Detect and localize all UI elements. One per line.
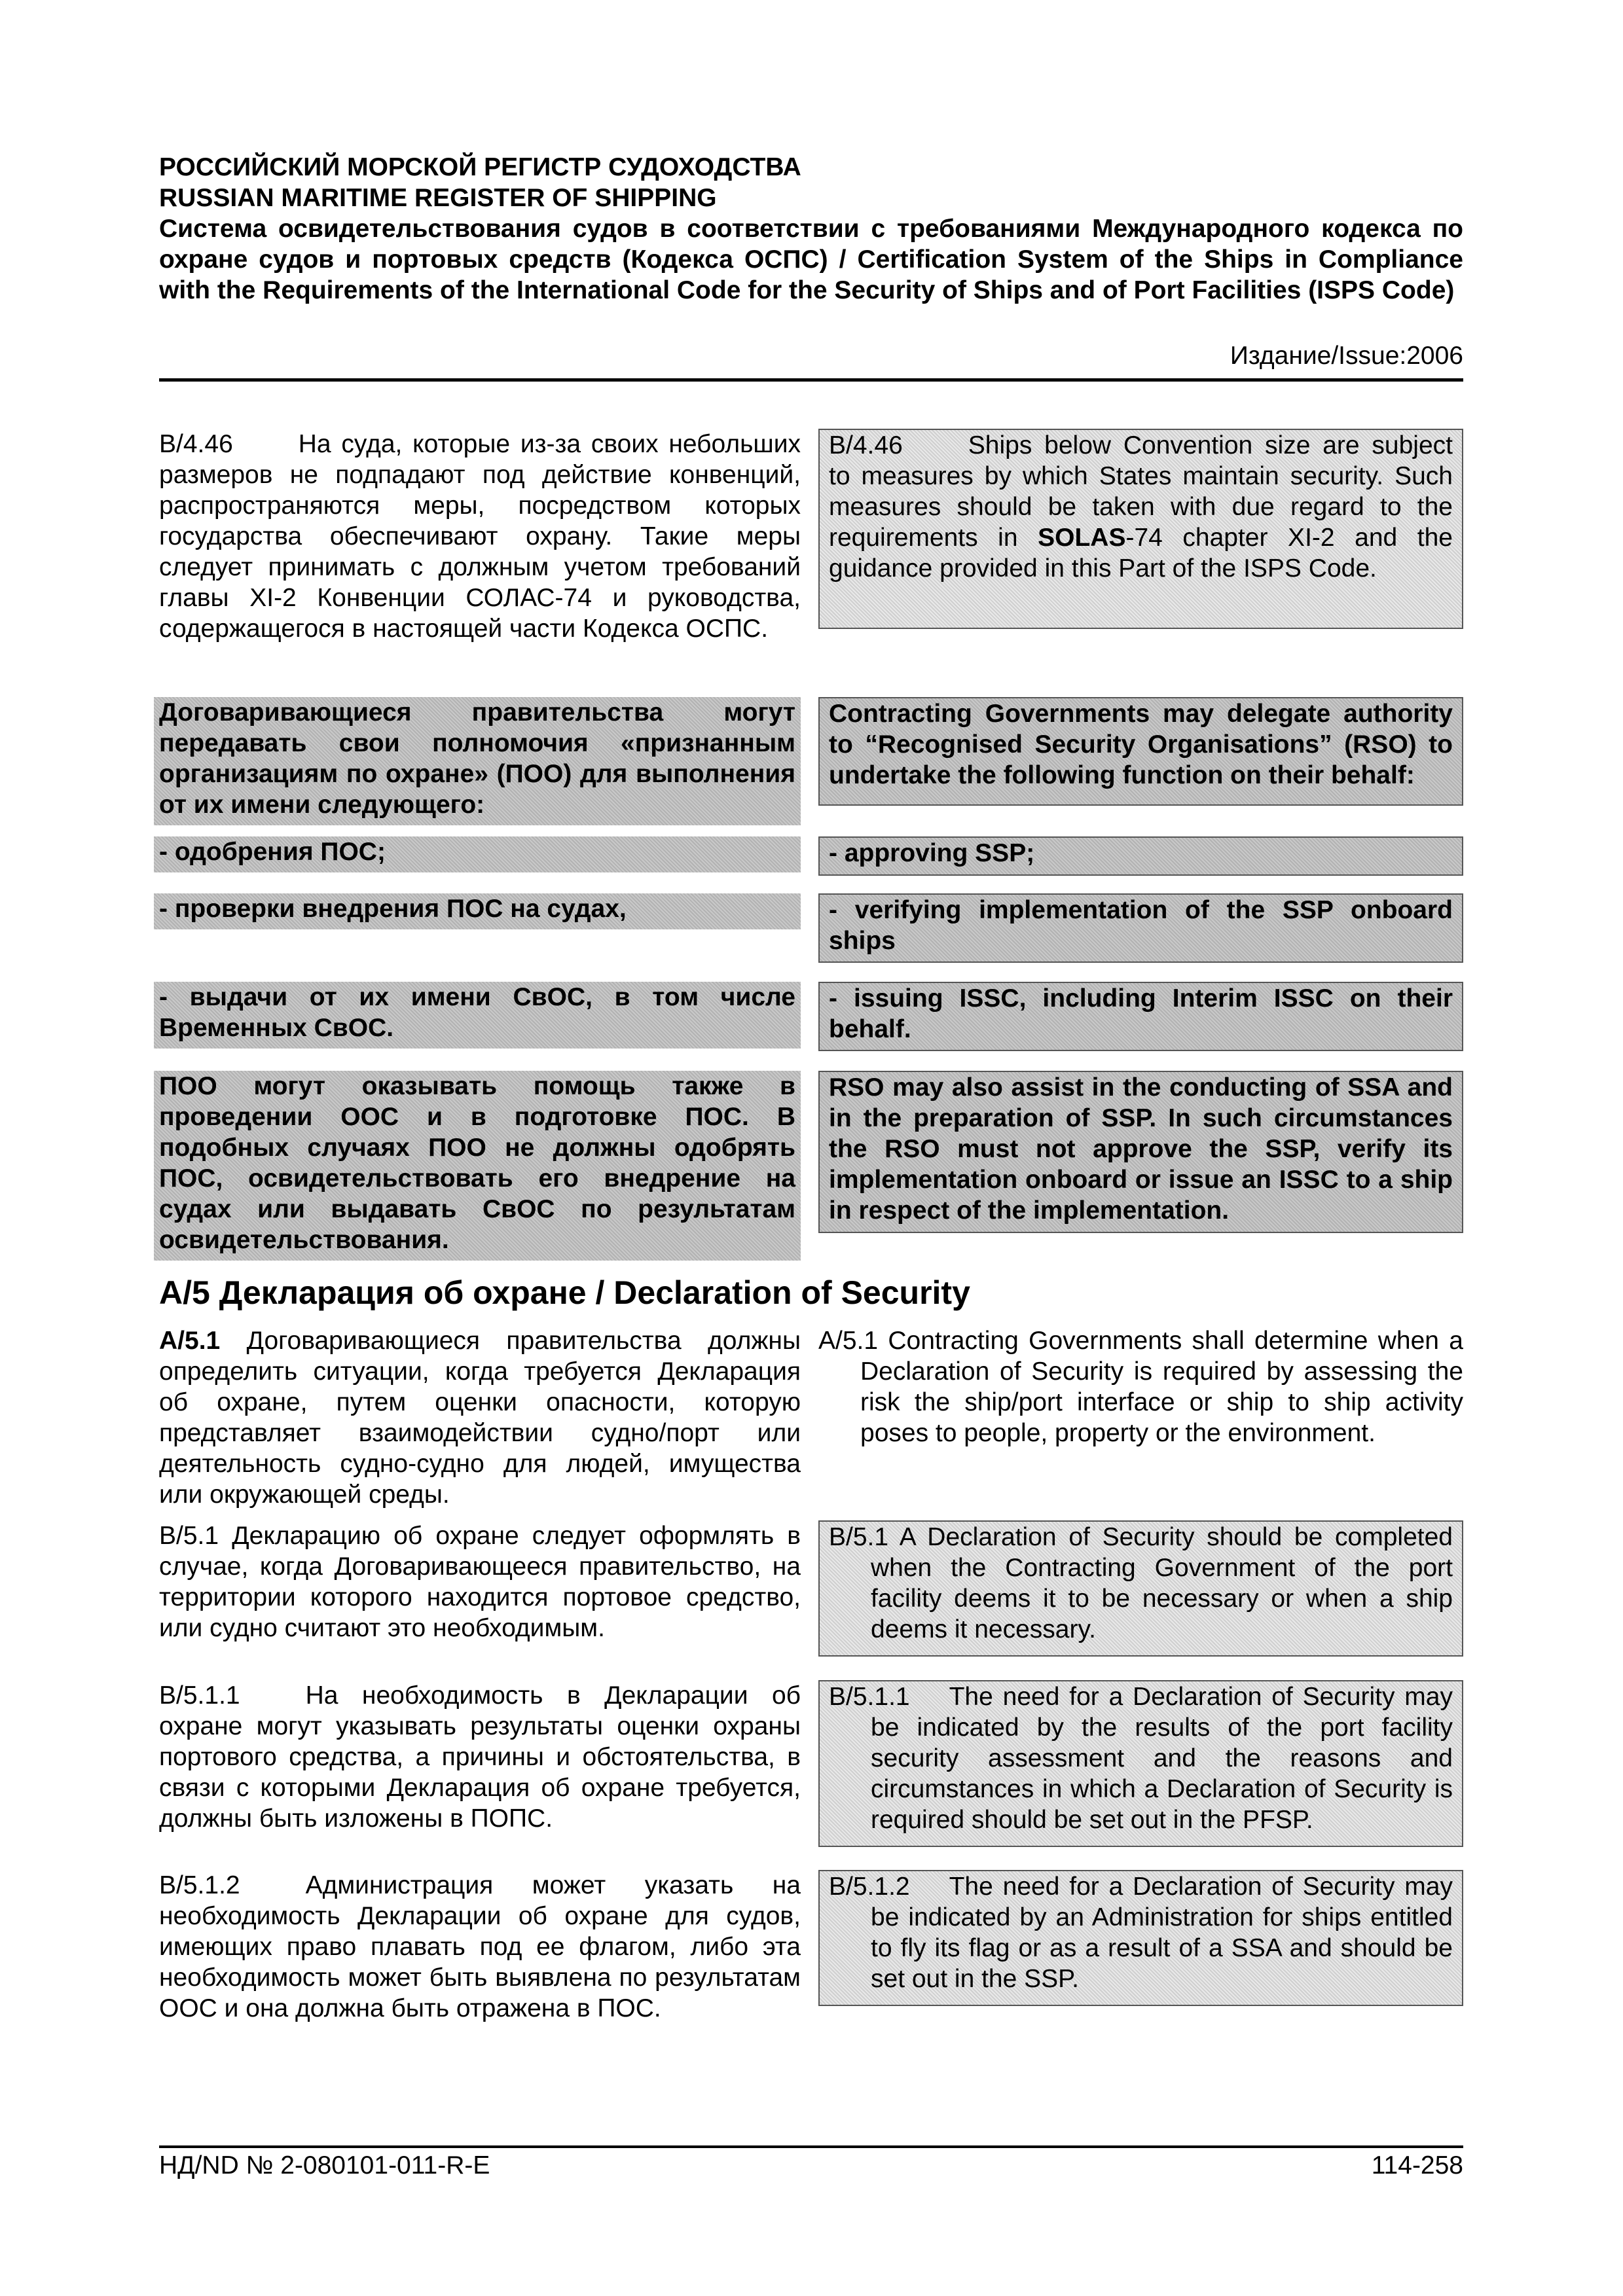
org-name-en: RUSSIAN MARITIME REGISTER OF SHIPPING: [159, 184, 717, 212]
b51-ru-number: B/5.1: [159, 1522, 219, 1550]
b51-en-text: A Declaration of Security should be completed when the Contracting Government of the port facility deems it to be necessary or when a ship deems it necessary.: [871, 1523, 1453, 1643]
b51-ru-paragraph: [159, 1520, 801, 1643]
b446-en-text-a: Ships below Convention size are subject to measures by which States maintain security. Such measures should be taken with due regard to the requirements in: [829, 431, 1453, 552]
b511-ru-number: B/5.1.1: [159, 1681, 240, 1710]
b446-ru-text: На суда, которые из-за своих небольших размеров не подпадают под действие конвенций, распространяются меры, посредством которых государства обеспечивают охрану. Такие меры следует принимать с должным учетом требований главы XI-2 Конвенции СОЛАС-74 и руководства, содержащегося в настоящей части Кодекса ОСПС.: [159, 430, 801, 643]
b51-en-box: [818, 1520, 1463, 1657]
rso-item1-en: - approving SSP;: [818, 836, 1463, 876]
b512-ru-text: Администрация может указать на необходимость Декларации об охране для судов, имеющих право плавать под ее флагом, либо эта необходимость может быть выявлена по результатам ООС и она должна быть отражена в ПОС.: [159, 1871, 801, 2022]
b446-en-text-b: -74 chapter XI-2 and the guidance provided in this Part of the ISPS Code.: [829, 524, 1453, 583]
rso-intro-ru: Договаривающиеся правительства могут передавать свои полномочия «признанным организациям по охране» (ПОО) для выполнения от их имени следующего:: [154, 697, 801, 825]
b446-ru-paragraph: [159, 429, 801, 644]
b511-ru-paragraph: [159, 1680, 801, 1834]
b51-ru-text: Декларацию об охране следует оформлять в случае, когда Договаривающееся правительство, на территории которого находится портовое средство, или судно считают это необходимым.: [159, 1522, 801, 1642]
a51-ru-text: Договаривающиеся правительства должны определить ситуации, когда требуется Декларация об охране, путем оценки опасности, которую представляет взаимодействии судно/порт или деятельность судно-судно для людей, имущества или окружающей среды.: [159, 1327, 801, 1509]
a51-en-text: Contracting Governments shall determine when a Declaration of Security is required by assessing the risk the ship/port interface or ship to ship activity poses to people, property or the environment.: [860, 1327, 1463, 1447]
a51-ru-paragraph: [159, 1325, 801, 1510]
rso-assist-en: RSO may also assist in the conducting of SSA and in the preparation of SSP. In such circumstances the RSO must not approve the SSP, verify its implementation onboard or issue an ISSC to a ship in respect of the implementation.: [818, 1071, 1463, 1233]
a51-ru-number: A/5.1: [159, 1327, 221, 1355]
b512-en-text: The need for a Declaration of Security may be indicated by an Administration for ships entitled to fly its flag or as a result of a SSA and should be set out in the SSP.: [871, 1873, 1453, 1993]
b446-en-solas: SOLAS: [1038, 524, 1126, 552]
b512-en-box: [818, 1870, 1463, 2006]
system-title: Система освидетельствования судов в соответствии с требованиями Международного кодекса по охране судов и портовых средств (Кодекса ОСПС) / Certification System of the Ships in Compliance with the Requirements of the International Code for the Security of Ships and of Port Facilities (ISPS Code): [159, 215, 1463, 304]
a51-en-number: A/5.1: [818, 1327, 879, 1355]
issue-label: Издание/Issue:2006: [1230, 342, 1463, 370]
rso-intro-en: Contracting Governments may delegate authority to “Recognised Security Organisations” (RSO) to undertake the following function on their behalf:: [818, 697, 1463, 806]
footer-page-number: 114-258: [1371, 2151, 1463, 2179]
b511-en-number: B/5.1.1: [829, 1683, 910, 1711]
b51-en-number: B/5.1: [829, 1523, 889, 1551]
rso-item3-en: - issuing ISSC, including Interim ISSC on their behalf.: [818, 982, 1463, 1051]
rso-item2-ru: - проверки внедрения ПОС на судах,: [154, 893, 801, 929]
org-name-ru: РОССИЙСКИЙ МОРСКОЙ РЕГИСТР СУДОХОДСТВА: [159, 153, 801, 181]
rso-assist-ru: ПОО могут оказывать помощь также в проведении ООС и в подготовке ПОС. В подобных случаях ПОО не должны одобрять ПОС, освидетельствовать его внедрение на судах или выдавать СвОС по результатам освидетельствования.: [154, 1071, 801, 1261]
rso-item1-ru: - одобрения ПОС;: [154, 836, 801, 872]
b446-ru-number: B/4.46: [159, 430, 233, 458]
b511-en-text: The need for a Declaration of Security may be indicated by the results of the port facility security assessment and the reasons and circumstances in which a Declaration of Security is required should be set out in the PFSP.: [871, 1683, 1453, 1834]
b511-en-box: [818, 1680, 1463, 1847]
b446-en-box: [818, 429, 1463, 629]
rso-item2-en: - verifying implementation of the SSP onboard ships: [818, 893, 1463, 963]
b512-ru-number: B/5.1.2: [159, 1871, 240, 1899]
header-rule: [159, 378, 1463, 382]
rso-item3-ru: - выдачи от их имени СвОС, в том числе Временных СвОС.: [154, 982, 801, 1049]
b446-en-number: B/4.46: [829, 431, 903, 459]
footer-rule: [159, 2145, 1463, 2148]
section-title: A/5 Декларация об охране / Declaration of Security: [159, 1274, 970, 1311]
a51-en-paragraph: [818, 1325, 1463, 1448]
b511-ru-text: На необходимость в Декларации об охране могут указывать результаты оценки охраны портового средства, а причины и обстоятельства, в связи с которыми Декларация об охране требуется, должны быть изложены в ПОПС.: [159, 1681, 801, 1833]
b512-en-number: B/5.1.2: [829, 1873, 910, 1901]
footer-doc-number: НД/ND № 2-080101-011-R-E: [159, 2151, 490, 2179]
b512-ru-paragraph: [159, 1870, 801, 2024]
